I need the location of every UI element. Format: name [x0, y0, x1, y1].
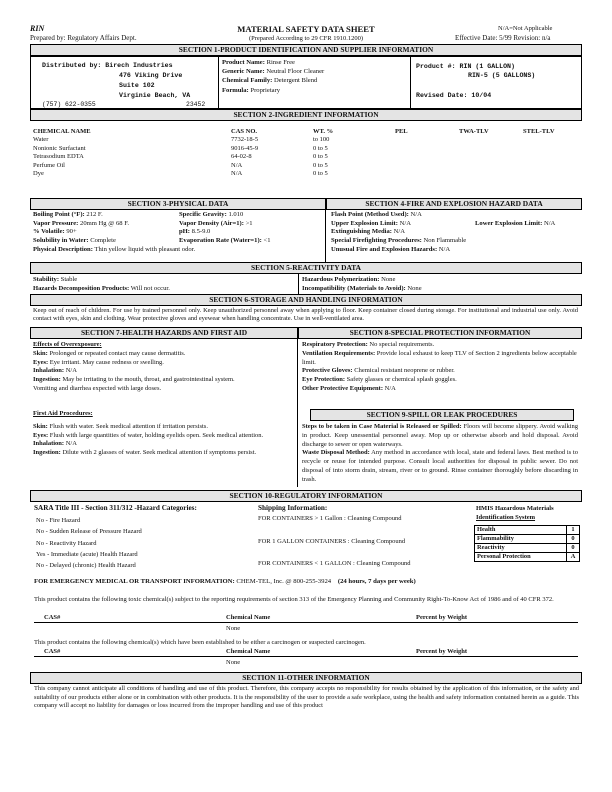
product-info: Product Name: Rinse Free Generic Name: Neutral Floor Cleaner Chemical Family: Detergent Blend Formula: Proprietary	[222, 59, 325, 94]
ingredients-header-row: CHEMICAL NAME CAS NO. WT. % PEL TWA-TLV STEL-TLV	[33, 128, 555, 135]
storage-text: Keep out of reach of children. For use by trained personnel only. Keep unauthorized personnel away when applying to floor. Keep container closed during storage. For institutional and industrial use only. Avoid contact with eyes, skin and clothing. Wear protective gloves and eyewear when handling concentrate. Use in well-ventilated area.	[33, 307, 578, 323]
table-row: Flammability 0	[475, 535, 580, 544]
carcinogen-text: This product contains the following chemical(s) which have been established to be either a carcinogen or suspected carcinogen.	[34, 639, 366, 646]
table-row: Dye N/A 0 to 5	[33, 169, 328, 177]
distributor-zip: 23452	[186, 101, 206, 108]
special-protection: Respiratory Protection: No special requirements. Ventilation Requirements: Provide local exhaust to keep TLV of Section 2 ingredients below acceptable limit. Protective Gloves: Chemical resistant neoprene or rubber. Eye Protection: Safety glasses or chemical splash goggles. Other Protective Equipment: N/A	[302, 341, 577, 392]
physical-data: Boiling Point (°F): 212 F. Specific Gravity: 1.010 Vapor Pressure: 20mm Hg @ 68 F. Vapor Density (Air=1): >1 % Volatile: 90+ pH: 8.5-9.0 Solubility in Water: Complete Evaporation Rate (Water=1): <1 Physical Description: Thin yellow liquid with pleasant odor.	[33, 211, 271, 253]
carcinogen-none: None	[226, 659, 241, 666]
reactivity-left: Stability: Stable Hazards Decomposition Products: Will not occur.	[33, 276, 170, 292]
na-note: N/A=Not Applicable	[498, 25, 553, 32]
table-row: Water 7732-18-5 to 100	[33, 136, 330, 144]
chemical-name-header-2: Chemical Name	[226, 648, 271, 655]
document-subtitle: (Prepared According to 29 CFR 1910.1200)	[248, 35, 364, 42]
table-row: Personal Protection A	[475, 553, 580, 562]
fire-data: Flash Point (Method Used): N/A Upper Explosion Limit: N/A Lower Explosion Limit: N/A Extinguishing Media: N/A Special Firefighting Procedures: Non Flammable Unusual Fire and Explosion Hazards: N/A	[331, 211, 556, 253]
document-title: MATERIAL SAFETY DATA SHEET	[237, 24, 375, 34]
table-row: Health 1	[475, 526, 580, 535]
product-code: RIN	[30, 24, 45, 33]
section-4-title: SECTION 4-FIRE AND EXPLOSION HAZARD DATA	[326, 198, 582, 210]
section-9-title: SECTION 9-SPILL OR LEAK PROCEDURES	[310, 409, 574, 421]
distributor-block: Distributed by: Birech Industries 476 Viking Drive Suite 102 Virginie Beach, VA	[42, 62, 191, 99]
product-number: Product #: RIN (1 GALLON) RIN-5 (5 GALLONS)	[416, 63, 536, 79]
cas-header-1: CAS#	[44, 614, 61, 621]
section-8-title: SECTION 8-SPECIAL PROTECTION INFORMATION	[298, 327, 582, 339]
section-6-title: SECTION 6-STORAGE AND HANDLING INFORMATION	[30, 294, 582, 306]
section-7-title: SECTION 7-HEALTH HAZARDS AND FIRST AID	[30, 327, 298, 339]
shipping-line-3: FOR CONTAINERS < 1 GALLON : Cleaning Compound	[258, 560, 411, 567]
ingredients-table	[33, 128, 573, 178]
section-3-title: SECTION 3-PHYSICAL DATA	[30, 198, 326, 210]
chemical-name-header-1: Chemical Name	[226, 614, 271, 621]
spill-procedures: Steps to be taken in Case Material is Released or Spilled: Floors will become slippery. Avoid walking in product. Keep unessential personnel away. Mop up or otherwise absorb and hold disposal. Avoid discharge to sewer or open waterways. Waste Disposal Method: Any method in accordance with local, state and federal laws. Best method is to recycle or reuse for intended purpose. Consult local authorities for disposal in public sewer. Do not disposal of into storm drain, stream, river or to ground. Rinse container thoroughly before discarding in trash.	[302, 423, 579, 483]
section-2-title: SECTION 2-INGREDIENT INFORMATION	[30, 109, 582, 121]
hmis-heading: HMIS Hazardous Materials Identification System	[476, 505, 554, 521]
toxic-chemicals-text: This product contains the following toxic chemical(s) subject to the reporting requirements of section 313 of the Emergency Planning and Community Right-To-Know Act of 1986 and of 40 CFR 372.	[34, 596, 554, 603]
cas-header-2: CAS#	[44, 648, 61, 655]
section-1-title: SECTION 1-PRODUCT IDENTIFICATION AND SUPPLIER INFORMATION	[30, 44, 582, 56]
section-5-title: SECTION 5-REACTIVITY DATA	[30, 262, 582, 274]
first-aid: First Aid Procedures: Skin: Flush with water. Seek medical attention if irritation persists. Eyes: Flush with large quantities of water, holding eyelids open. Seek medical attention. Inhalation: N/A Ingestion: Dilute with 2 glasses of water. Seek medical attention if symptoms persist.	[33, 410, 264, 457]
shipping-line-2: FOR 1 GALLON CONTAINERS : Cleaning Compound	[258, 538, 406, 545]
effective-date: Effective Date: 5/99 Revision: n/a	[455, 34, 551, 42]
percent-header-2: Percent by Weight	[416, 648, 468, 655]
table-row: Perfume Oil N/A 0 to 5	[33, 161, 328, 169]
section-10-title: SECTION 10-REGULATORY INFORMATION	[30, 490, 582, 502]
sara-list: No - Fire Hazard No - Sudden Release of Pressure Hazard No - Reactivity Hazard Yes - Immediate (acute) Health Hazard No - Delayed (chronic) Health Hazard	[36, 517, 142, 570]
shipping-heading: Shipping Information:	[258, 504, 328, 512]
table-row: Nonionic Surfactant 9016-45-9 0 to 5	[33, 144, 328, 152]
reactivity-right: Hazardous Polymerization: None Incompatibility (Materials to Avoid): None	[302, 276, 422, 292]
distributor-phone: (757) 622-0355	[42, 101, 96, 108]
shipping-line-1: FOR CONTAINERS > 1 Gallon : Cleaning Compound	[258, 515, 402, 522]
table-row: Tetrasodium EDTA 64-02-8 0 to 5	[33, 153, 328, 161]
toxic-none: None	[226, 625, 241, 632]
emergency-contact: FOR EMERGENCY MEDICAL OR TRANSPORT INFORMATION: CHEM-TEL, Inc. @ 800-255-3924 (24 hours, 7 days per week)	[34, 578, 416, 585]
hmis-table	[474, 525, 580, 562]
table-row: Reactivity 0	[475, 544, 580, 553]
section-11-title: SECTION 11-OTHER INFORMATION	[30, 672, 582, 684]
percent-header-1: Percent by Weight	[416, 614, 468, 621]
sara-heading: SARA Title III - Section 311/312 -Hazard Categories:	[34, 504, 197, 512]
revised-date: Revised Date: 10/04	[416, 92, 492, 99]
health-effects: Effects of Overexposure: Skin: Prolonged or repeated contact may cause dermatitis. Eyes: Eye irritant. May cause redness or swelling. Inhalation: N/A Ingestion: May be irritating to the mouth, throat, and gastrointestinal system. Vomiting and diarrhea expected with large doses.	[33, 341, 235, 392]
other-information-text: This company cannot anticipate all conditions of handling and use of this product. Therefore, this company accepts no responsibility for results obtained by the application of this information, or the safety and suitability of our products either alone or in combination with other products. It is the responsibility of the user to provide a safe workplace, using the health and safety information contained herein as a guide. This company will accept no liability for damages or loss incurred from the improper handling and use of this product	[34, 685, 579, 710]
prepared-by: Prepared by: Regulatory Affairs Dept.	[30, 34, 137, 42]
